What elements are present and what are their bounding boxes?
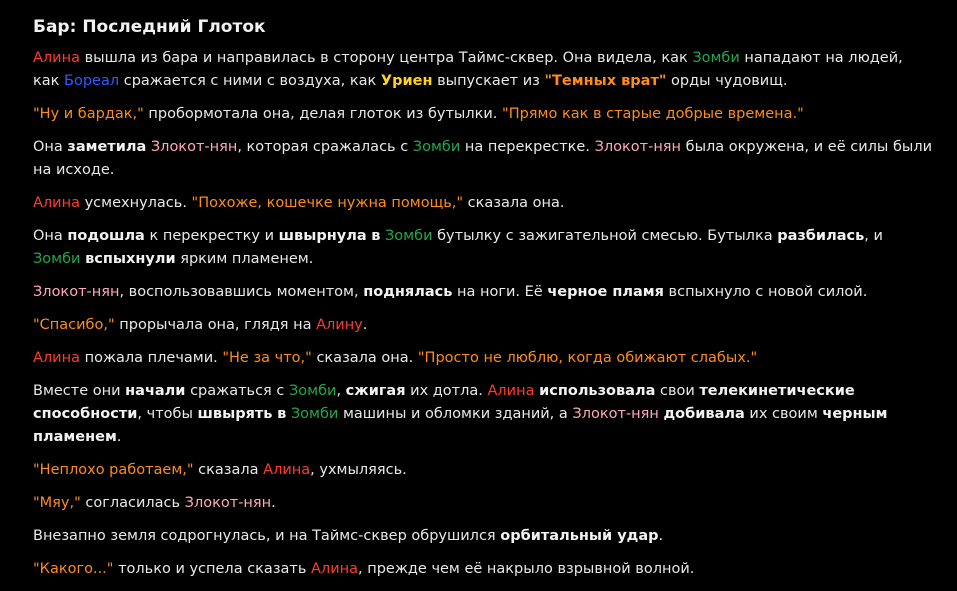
narrative-text: , — [336, 383, 346, 399]
character-name-zlokot: Злокот-нян — [33, 284, 120, 300]
story-paragraph — [33, 459, 933, 482]
dialogue-quote: "Не за что," — [222, 350, 312, 366]
emphasis-text: разбилась — [777, 228, 865, 244]
emphasis-text: использовала — [539, 383, 656, 399]
character-name-alina: Алина — [33, 350, 80, 366]
narrative-text: . — [116, 429, 122, 445]
character-name-alina: Алина — [487, 383, 535, 399]
emphasis-text: поднялась — [363, 284, 453, 300]
story-paragraph — [33, 192, 933, 215]
emphasis-text: орбитальный удар — [500, 528, 659, 544]
narrative-text: пробормотала она, делая глоток из бутылки. — [143, 106, 503, 122]
story-paragraph — [33, 380, 933, 449]
narrative-text: прорычала она, глядя на — [114, 317, 317, 333]
narrative-text: выпускает из — [432, 73, 545, 89]
narrative-text: сражается с ними с воздуха, как — [119, 73, 381, 89]
character-name-urien: Уриен — [380, 73, 433, 89]
dialogue-quote: "Похоже, кошечке нужна помощь," — [191, 195, 464, 211]
story-paragraph — [33, 225, 933, 271]
narrative-text: ярким пламенем. — [175, 251, 314, 267]
narrative-text: , которая сражалась с — [237, 139, 413, 155]
emphasis-text: швырять — [197, 406, 273, 422]
narrative-text: Она — [33, 139, 68, 155]
character-name-zombie: Зомби — [33, 251, 81, 267]
narrative-text: сказала она. — [311, 350, 418, 366]
location-dark-gates: "Темных врат" — [544, 73, 667, 89]
character-name-alina: Алина — [33, 195, 80, 211]
character-name-alina: Алину — [316, 317, 363, 333]
narrative-text: на ноги. Её — [452, 284, 548, 300]
emphasis-text: вспыхнули — [85, 251, 176, 267]
emphasis-text: добивала — [663, 406, 745, 422]
narrative-text: , и — [864, 228, 883, 244]
narrative-text: Вместе они — [33, 383, 126, 399]
narrative-text: . — [658, 528, 664, 544]
narrative-text: Она — [33, 228, 68, 244]
character-name-zombie: Зомби — [692, 50, 740, 66]
emphasis-text: в — [277, 406, 287, 422]
character-name-alina: Алина — [311, 561, 358, 577]
character-name-zombie: Зомби — [412, 139, 461, 155]
narrative-text: , воспользовавшись моментом, — [119, 284, 364, 300]
emphasis-text: телекинетические способности — [33, 383, 855, 422]
narrative-text: орды чудовищ. — [666, 73, 788, 89]
character-name-zlokot: Злокот-нян — [150, 139, 238, 155]
narrative-text: свои — [655, 383, 700, 399]
story-container — [33, 0, 933, 591]
dialogue-quote: "Какого..." — [33, 561, 114, 577]
emphasis-text: подошла — [67, 228, 145, 244]
character-name-zlokot: Злокот-нян — [594, 139, 682, 155]
story-paragraph — [33, 492, 933, 515]
narrative-text: усмехнулась. — [79, 195, 192, 211]
dialogue-quote: "Неплохо работаем," — [33, 462, 194, 478]
dialogue-quote: "Просто не люблю, когда обижают слабых." — [417, 350, 758, 366]
narrative-text: машины и обломки зданий, а — [338, 406, 573, 422]
cut-off-previous-line — [33, 0, 933, 8]
character-name-zombie: Зомби — [288, 383, 337, 399]
narrative-text: . — [362, 317, 368, 333]
section-title: Бар: Последний Глоток — [33, 17, 266, 37]
emphasis-text: швырнула — [278, 228, 367, 244]
character-name-boreal: Бореал — [64, 73, 120, 89]
narrative-text: на перекрестке. — [460, 139, 595, 155]
character-name-zombie: Зомби — [385, 228, 433, 244]
story-paragraphs — [33, 47, 933, 581]
narrative-text: была окружена, и её силы были на исходе. — [33, 139, 933, 178]
narrative-text: сказала — [193, 462, 264, 478]
emphasis-text: черным пламенем — [33, 406, 888, 445]
emphasis-text: заметила — [67, 139, 147, 155]
emphasis-text: в — [371, 228, 381, 244]
narrative-text: , прежде чем её накрыло взрывной волной. — [358, 561, 695, 577]
narrative-text: их дотла. — [405, 383, 488, 399]
emphasis-text: начали — [125, 383, 186, 399]
narrative-text: вышла из бара и направилась в сторону центра Таймс-сквер. Она видела, как — [79, 50, 693, 66]
story-paragraph — [33, 558, 933, 581]
character-name-alina: Алина — [33, 50, 80, 66]
dialogue-quote: "Прямо как в старые добрые времена." — [502, 106, 804, 122]
narrative-text: к перекрестку и — [144, 228, 279, 244]
narrative-text: нападают на людей, как — [33, 50, 903, 89]
story-paragraph — [33, 347, 933, 370]
story-paragraph — [33, 47, 933, 93]
narrative-text: Внезапно земля содрогнулась, и на Таймс-сквер обрушился — [33, 528, 501, 544]
character-name-zlokot: Злокот-нян — [572, 406, 659, 422]
character-name-alina: Алина — [263, 462, 311, 478]
narrative-text: сражаться с — [185, 383, 289, 399]
story-paragraph — [33, 281, 933, 304]
narrative-text: вспыхнуло с новой силой. — [663, 284, 868, 300]
narrative-text: бутылку с зажигательной смесью. Бутылка — [432, 228, 778, 244]
dialogue-quote: "Мяу," — [33, 495, 81, 511]
narrative-text: . — [271, 495, 276, 511]
narrative-text: , ухмыляясь. — [310, 462, 407, 478]
story-paragraph — [33, 525, 933, 548]
story-paragraph — [33, 103, 933, 126]
story-paragraph — [33, 136, 933, 182]
emphasis-text: черное пламя — [547, 284, 664, 300]
character-name-zlokot: Злокот-нян — [184, 495, 272, 511]
dialogue-quote: "Ну и бардак," — [33, 106, 144, 122]
narrative-text: их своим — [744, 406, 823, 422]
narrative-text: , чтобы — [137, 406, 198, 422]
character-name-zombie: Зомби — [290, 406, 339, 422]
narrative-text: согласилась — [80, 495, 185, 511]
story-paragraph — [33, 314, 933, 337]
narrative-text: только и успела сказать — [113, 561, 312, 577]
narrative-text: сказала она. — [463, 195, 565, 211]
narrative-text: пожала плечами. — [79, 350, 223, 366]
emphasis-text: сжигая — [345, 383, 406, 399]
dialogue-quote: "Спасибо," — [33, 317, 115, 333]
